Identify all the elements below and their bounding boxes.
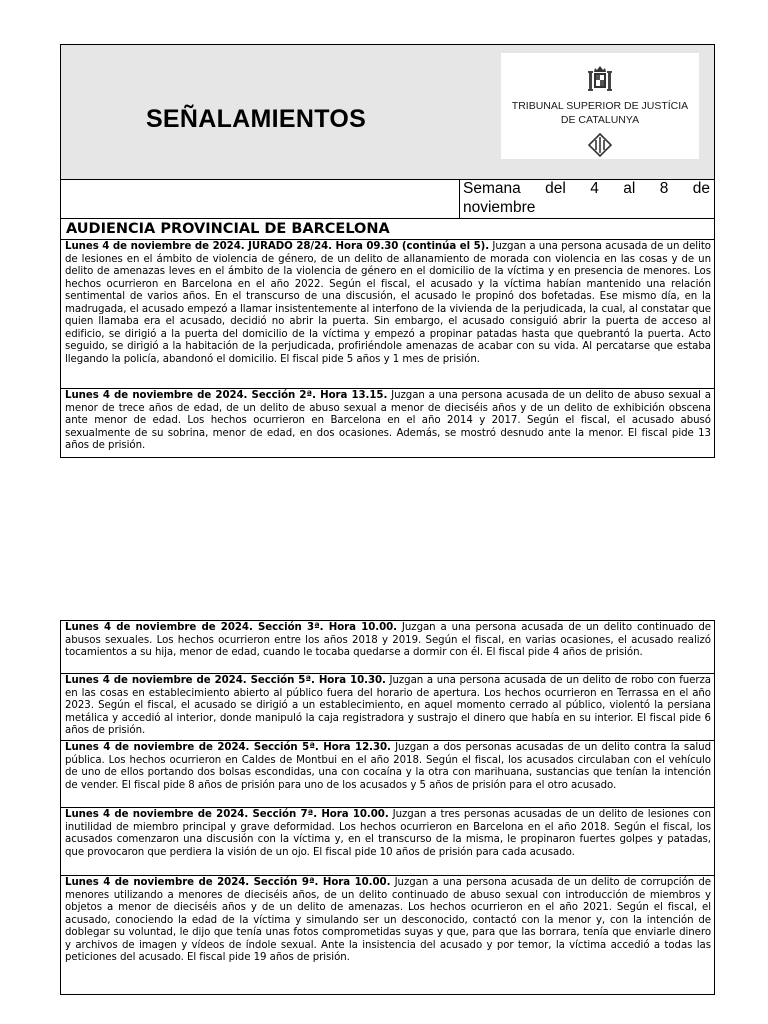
case-heading: Lunes 4 de noviembre de 2024. Sección 9ª. Hora 10.00. bbox=[65, 877, 391, 888]
case-heading: Lunes 4 de noviembre de 2024. Sección 2ª. Hora 13.15. bbox=[65, 390, 388, 401]
case-body: Juzgan a una persona acusada de un delito de corrupción de menores utilizando a menores de dieciséis años, de un delito continuado de abuso sexual con introducción de miembros y objetos a menor de dieciséis años y de un delito de amenazas. Los hechos ocurrieron en el año 2021. Según el fiscal, el acusado, conociendo la edad de la víctima y simulando ser un desconocido, contactó con la menor y, con la intención de doblegar su voluntad, le dijo que tenía unas fotos comprometidas suyas y que, para que las borrara, tenía que enviarle dinero y archivos de imagen y vídeos de índole sexual. Ante la insistencia del acusado y por temor, la víctima accedió a todas las peticiones del acusado. El fiscal pide 19 años de prisión. bbox=[65, 877, 711, 963]
coat-of-arms-icon bbox=[585, 64, 615, 94]
case-heading: Lunes 4 de noviembre de 2024. Sección 5ª. Hora 10.30. bbox=[65, 675, 386, 686]
logo-text-line1: TRIBUNAL SUPERIOR DE JUSTÍCIA bbox=[511, 100, 689, 112]
case-heading: Lunes 4 de noviembre de 2024. Sección 3ª. Hora 10.00. bbox=[65, 622, 397, 633]
case-entry bbox=[60, 673, 715, 741]
case-entry bbox=[60, 620, 715, 674]
court-heading: AUDIENCIA PROVINCIAL DE BARCELONA bbox=[60, 218, 715, 240]
case-heading: Lunes 4 de noviembre de 2024. Sección 5ª. Hora 12.30. bbox=[65, 742, 391, 753]
court-logo bbox=[501, 53, 699, 159]
case-body: Juzgan a una persona acusada de un delito continuado de abusos sexuales. Los hechos ocurrieron entre los años 2018 y 2019. Según el fiscal, en varias ocasiones, el acusado realizó tocamientos a su hija, menor de edad, cuando le tocaba quedarse a dormir con él. El fiscal pide 4 años de prisión. bbox=[65, 622, 711, 658]
case-body: Juzgan a una persona acusada de un delito de abuso sexual a menor de trece años de edad, de un delito de abuso sexual a menor de dieciséis años y de un delito de exhibición obscena ante menor de edad. Los hechos ocurrieron en Barcelona en el año 2014 y 2017. Según el fiscal, el acusado abusó sexualmente de su sobrina, menor de edad, en dos ocasiones. Además, se mostró desnudo ante la menor. El fiscal pide 13 años de prisión. bbox=[65, 390, 711, 451]
week-range bbox=[459, 179, 715, 219]
case-entry bbox=[60, 807, 715, 876]
case-entry bbox=[60, 239, 715, 389]
case-heading: Lunes 4 de noviembre de 2024. JURADO 28/24. Hora 09.30 (continúa el 5). bbox=[65, 241, 490, 252]
case-body: Juzgan a una persona acusada de un delito de robo con fuerza en las cosas en establecimiento abierto al público fuera del horario de apertura. Los hechos ocurrieron en Terrassa en el año 2023. Según el fiscal, el acusado se dirigió a un establecimiento, en aquel momento cerrado al público, violentó la persiana metálica y accedió al interior, donde manipuló la caja registradora y sustrajo el dinero que había en su interior. El fiscal pide 6 años de prisión. bbox=[65, 675, 711, 736]
case-body: Juzgan a tres personas acusadas de un delito de lesiones con inutilidad de miembro principal y grave deformidad. Los hechos ocurrieron en Barcelona en el año 2018. Según el fiscal, los acusados comenzaron una discusión con la víctima y, en el transcurso de la misma, le propinaron fuertes golpes y patadas, que provocaron que perdiera la visión de un ojo. El fiscal pide 10 años de prisión para cada acusado. bbox=[65, 809, 711, 858]
case-body: Juzgan a dos personas acusadas de un delito contra la salud pública. Los hechos ocurrieron en Caldes de Montbui en el año 2018. Según el fiscal, los acusados circulaban con el vehículo de uno de ellos portando dos bolsas escondidas, una con cocaína y la otra con marihuana, sustancias que tenían la intención de vender. El fiscal pide 8 años de prisión para uno de los acusados y 5 años de prisión para el otro acusado. bbox=[65, 742, 711, 791]
header-empty-cell bbox=[60, 179, 460, 219]
page-title: SEÑALAMIENTOS bbox=[145, 104, 367, 133]
catalonia-seal-icon bbox=[588, 133, 612, 157]
case-entry bbox=[60, 875, 715, 995]
case-entry bbox=[60, 388, 715, 458]
header-logo-cell bbox=[451, 44, 715, 180]
week-line1: Semana del 4 al 8 de bbox=[463, 180, 710, 197]
logo-text-line2: DE CATALUNYA bbox=[560, 114, 640, 126]
week-line2: noviembre bbox=[463, 199, 536, 216]
header-title-cell bbox=[60, 44, 452, 180]
case-body: Juzgan a una persona acusada de un delito de lesiones en el ámbito de violencia de género, de un delito de allanamiento de morada con violencia en las cosas y de un delito de amenazas leves en el ámbito de la violencia de género en el domicilio de la víctima y en presencia de menores. Los hechos ocurrieron en Barcelona en el año 2022. Según el fiscal, el acusado y la víctima habían mantenido una relación sentimental de varios años. En el transcurso de una discusión, el acusado le propinó dos bofetadas. Ese mismo día, en la madrugada, el acusado empezó a llamar insistentemente al interfono de la vivienda de la perjudicada, la cual, al constatar que quien llamaba era el acusado, decidió no abrir la puerta. Sin embargo, el acusado consiguió abrir la puerta de acceso al edificio, se dirigió a la puerta del domicilio de la víctima y empezó a propinar patadas hasta que quebrantó la puerta. Acto seguido, se dirigió a la habitación de la perjudicada, profiriéndole amenazas de acabar con su vida. Al percatarse que estaba llegando la policía, abandonó el domicilio. El fiscal pide 5 años y 1 mes de prisión. bbox=[65, 241, 711, 365]
case-heading: Lunes 4 de noviembre de 2024. Sección 7ª. Hora 10.00. bbox=[65, 809, 389, 820]
case-entry bbox=[60, 740, 715, 808]
